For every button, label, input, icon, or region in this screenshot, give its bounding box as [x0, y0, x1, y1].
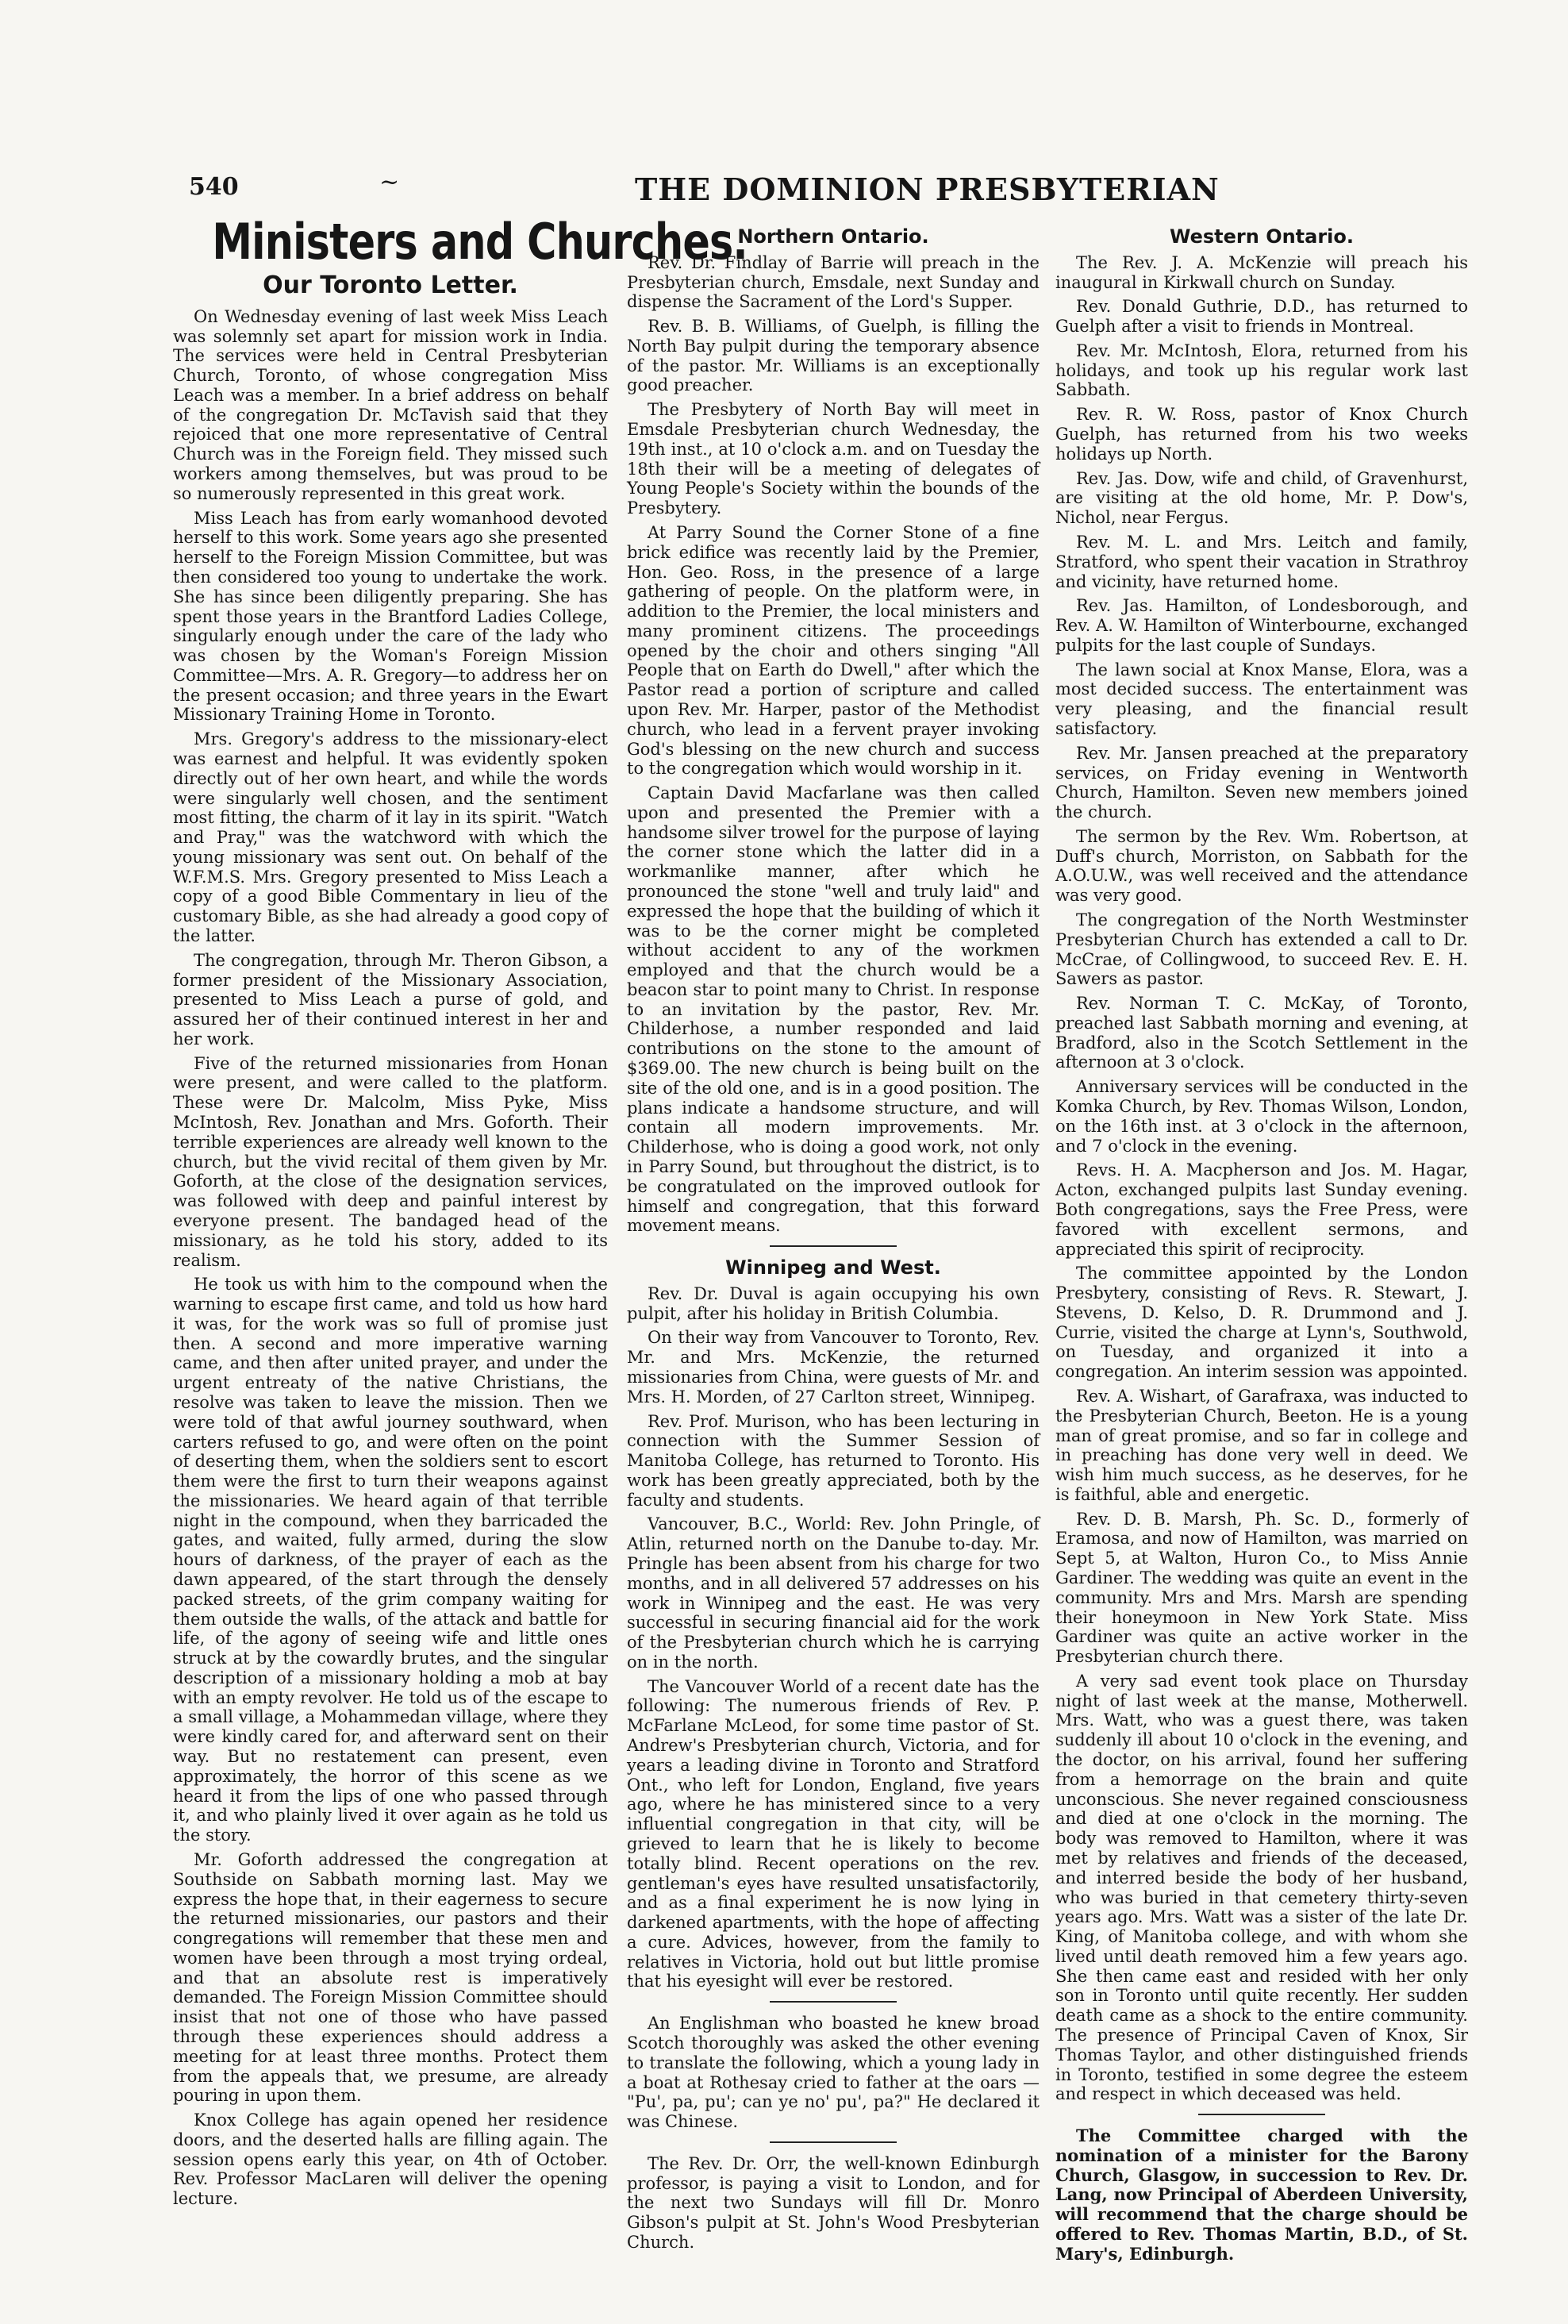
- divider: [770, 2141, 897, 2143]
- article-body: [627, 2014, 1040, 2132]
- paragraph: Five of the returned missionaries from Honan were present, and were called to the platform. These were Dr. Malcolm, Miss Pyke, Miss McIntosh, Rev. Jonathan and Mrs. Goforth. Their terrible experiences are already well known to the church, but the vivid recital of them given by Mr. Goforth, at the close of the designation services, was followed with deep and painful interest by everyone present. The bandaged head of the missionary, as he told his story, added to its realism.: [173, 1053, 608, 1270]
- paragraph: The sermon by the Rev. Wm. Robertson, at Duff's church, Morriston, on Sabbath for the A.O.U.W., was well received and the attendance was very good.: [1055, 826, 1468, 906]
- paragraph: Rev. Donald Guthrie, D.D., has returned to Guelph after a visit to friends in Montreal.: [1055, 297, 1468, 337]
- paragraph: Rev. Mr. Jansen preached at the preparatory services, on Friday evening in Wentworth Church, Hamilton. Seven new members joined the church.: [1055, 743, 1468, 822]
- paragraph: He took us with him to the compound when the warning to escape first came, and told us how hard it was, for the work was so full of promise just then. A second and more imperative warning came, and then after united prayer, and under the urgent entreaty of the native Christians, the resolve was taken to leave the mission. Then we were told of that awful journey southward, when carters refused to go, and were often on the point of deserting them, when the soldiers sent to escort them were the first to turn their weapons against the missionaries. We heard again of that terrible night in the compound, when they barricaded the gates, and waited, fully armed, during the slow hours of darkness, of the prayer of each as the dawn appeared, of the start through the densely packed streets, of the grim company waiting for them outside the walls, of the attack and battle for life, of the agony of seeing wife and little ones struck at by the cowardly brutes, and the singular description of a missionary holding a mob at bay with an empty revolver. He told us of the escape to a small village, a Mohammedan village, where they were kindly cared for, and afterward sent on their way. But no restatement can present, even approximately, the horror of this scene as we heard it from the lips of one who passed through it, and who plainly lived it over again as he told us the story.: [173, 1275, 608, 1845]
- paragraph: Rev. R. W. Ross, pastor of Knox Church Guelph, has returned from his two weeks holidays up North.: [1055, 405, 1468, 464]
- paragraph: The Committee charged with the nomination of a minister for the Barony Church, Glasgow, in succession to Rev. Dr. Lang, now Principal of Aberdeen University, will recommend that the charge should be offered to Rev. Thomas Martin, B.D., of St. Mary's, Edinburgh.: [1055, 2126, 1468, 2264]
- paragraph: Rev. M. L. and Mrs. Leitch and family, Stratford, who spent their vacation in Strathroy and vicinity, have returned home.: [1055, 532, 1468, 591]
- paragraph: Rev. Prof. Murison, who has been lecturing in connection with the Summer Session of Manitoba College, has returned to Toronto. His work has been greatly appreciated, both by the faculty and students.: [627, 1411, 1040, 1510]
- paragraph: The committee appointed by the London Presbytery, consisting of Revs. R. Stewart, J. Stevens, D. Kelso, D. R. Drummond and J. Currie, visited the charge at Lynn's, Southwold, on Tuesday, and organized it into a congregation. An interim session was appointed.: [1055, 1264, 1468, 1382]
- article-body: [1055, 2126, 1468, 2264]
- section-heading: Ministers and Churches.: [212, 213, 747, 271]
- article-body: [627, 2154, 1040, 2253]
- paragraph: Rev. Jas. Hamilton, of Londesborough, and Rev. A. W. Hamilton of Winterbourne, exchanged pulpits for the last couple of Sundays.: [1055, 596, 1468, 655]
- paragraph: Rev. D. B. Marsh, Ph. Sc. D., formerly of Eramosa, and now of Hamilton, was married on Sept 5, at Walton, Huron Co., to Miss Annie Gardiner. The wedding was quite an event in the community. Mrs and Mrs. Marsh are spending their honeymoon in New York State. Miss Gardiner was quite an active worker in the Presbyterian church there.: [1055, 1509, 1468, 1667]
- paragraph: Knox College has again opened her residence doors, and the deserted halls are filling again. The session opens early this year, on 4th of October. Rev. Professor MacLaren will deliver the opening lecture.: [173, 2110, 608, 2209]
- divider: [770, 1245, 897, 1247]
- column-northern-ontario: [627, 222, 1040, 2257]
- paragraph: The congregation of the North Westminster Presbyterian Church has extended a call to Dr. McCrae, of Collingwood, to succeed Rev. E. H. Sawers as pastor.: [1055, 910, 1468, 989]
- paragraph: Anniversary services will be conducted in the Komka Church, by Rev. Thomas Wilson, London, on the 16th inst. at 3 o'clock in the afternoon, and 7 o'clock in the evening.: [1055, 1077, 1468, 1156]
- paragraph: The congregation, through Mr. Theron Gibson, a former president of the Missionary Association, presented to Miss Leach a purse of gold, and assured her of their continued interest in her and her work.: [173, 950, 608, 1048]
- paragraph: The Rev. Dr. Orr, the well-known Edinburgh professor, is paying a visit to London, and for the next two Sundays will fill Dr. Monro Gibson's pulpit at St. John's Wood Presbyterian Church.: [627, 2153, 1040, 2252]
- paragraph: The Rev. J. A. McKenzie will preach his inaugural in Kirkwall church on Sunday.: [1055, 252, 1468, 292]
- paragraph: The Presbytery of North Bay will meet in Emsdale Presbyterian church Wednesday, the 19th inst., at 10 o'clock a.m. and on Tuesday the 18th their will be a meeting of delegates of Young People's Society within the bounds of the Presbytery.: [627, 400, 1040, 518]
- paragraph: An Englishman who boasted he knew broad Scotch thoroughly was asked the other evening to translate the following, which a young lady in a boat at Rothesay cried to father at the oars — "Pu', pa, pu'; can ye no' pu', pa?" He declared it was Chinese.: [627, 2014, 1040, 2132]
- paragraph: Rev. Jas. Dow, wife and child, of Gravenhurst, are visiting at the old home, Mr. P. Dow's, Nichol, near Fergus.: [1055, 468, 1468, 528]
- article-body: [627, 1284, 1040, 1991]
- paragraph: Vancouver, B.C., World: Rev. John Pringle, of Atlin, returned north on the Danube to-day. Mr. Pringle has been absent from his charge for two months, and in all delivered 57 addresses on his work in Winnipeg and the east. He was very successful in securing financial aid for the work of the Presbyterian church which he is carrying on in the north.: [627, 1514, 1040, 1672]
- divider: [770, 2001, 897, 2003]
- section-heading-northern-ontario: Northern Ontario.: [737, 225, 929, 248]
- paragraph: Mrs. Gregory's address to the missionary-elect was earnest and helpful. It was evidently spoken directly out of her own heart, and while the words were singularly well chosen, and the sentiment most fitting, the charm of it lay in its spirit. "Watch and Pray," was the watchword with which the young missionary was sent out. On behalf of the W.F.M.S. Mrs. Gregory presented to Miss Leach a copy of a good Bible Commentary in lieu of the customary Bible, as she had already a good copy of the latter.: [173, 729, 608, 945]
- paragraph: Rev. B. B. Williams, of Guelph, is filling the North Bay pulpit during the temporary absence of the pastor. Mr. Williams is an exceptionally good preacher.: [627, 317, 1040, 395]
- section-heading-western-ontario: Western Ontario.: [1169, 225, 1355, 248]
- paragraph: Rev. A. Wishart, of Garafraxa, was inducted to the Presbyterian Church, Beeton. He is a young man of great promise, and so far in college and in preaching has done very well in deed. We wish him much success, as he deserves, for he is faithful, able and energetic.: [1055, 1386, 1468, 1504]
- column-toronto-letter: [173, 213, 747, 2214]
- paragraph: The lawn social at Knox Manse, Elora, was a most decided success. The entertainment was very pleasing, and the financial result satisfactory.: [1055, 660, 1468, 738]
- section-heading-winnipeg: Winnipeg and West.: [725, 1256, 941, 1279]
- paragraph: Revs. H. A. Macpherson and Jos. M. Hagar, Acton, exchanged pulpits last Sunday evening. Both congregations, says the Free Press, were favored with excellent sermons, and appreciated this spirit of reciprocity.: [1055, 1160, 1468, 1259]
- printer-mark: ~: [379, 168, 400, 196]
- paragraph: Rev. Norman T. C. McKay, of Toronto, preached last Sabbath morning and evening, at Bradford, also in the Scotch Settlement in the afternoon at 3 o'clock.: [1055, 994, 1468, 1072]
- paragraph: A very sad event took place on Thursday night of last week at the manse, Motherwell. Mrs. Watt, who was a guest there, was taken suddenly ill about 10 o'clock in the evening, and the doctor, on his arrival, found her suffering from a hemorrage on the brain and quite unconscious. She never regained consciousness and died at one o'clock in the morning. The body was removed to Hamilton, where it was met by relatives and friends of the deceased, and interred beside the body of her husband, who was buried in that cemetery thirty-seven years ago. Mrs. Watt was a sister of the late Dr. King, of Manitoba college, and with whom she lived until death removed him a few years ago. She then came east and resided with her only son in Toronto until quite recently. Her sudden death came as a shock to the entire community. The presence of Principal Caven of Knox, Sir Thomas Taylor, and other distinguished friends in Toronto, testified in some degree the esteem and respect in which deceased was held.: [1055, 1671, 1468, 2104]
- paragraph: Mr. Goforth addressed the congregation at Southside on Sabbath morning last. May we express the hope that, in their eagerness to secure the returned missionaries, our pastors and their congregations will remember that these men and women have been through a most trying ordeal, and that an absolute rest is imperatively demanded. The Foreign Mission Committee should insist that not one of those who have passed through these experiences should address a meeting for at least three months. Protect them from the appeals that, we presume, are already pouring in upon them.: [173, 1849, 608, 2106]
- paragraph: Rev. Dr. Duval is again occupying his own pulpit, after his holiday in British Columbia.: [627, 1283, 1040, 1323]
- paragraph: At Parry Sound the Corner Stone of a fine brick edifice was recently laid by the Premier, Hon. Geo. Ross, in the presence of a large gathering of people. On the platform were, in addition to the Premier, the local ministers and many prominent citizens. The proceedings opened by the choir and others singing "All People that on Earth do Dwell," after which the Pastor read a portion of scripture and called upon Rev. Mr. Harper, pastor of the Methodist church, who lead in a fervent prayer invoking God's blessing on the new church and success to the congregation which would worship in it.: [627, 522, 1040, 779]
- article-body: [173, 307, 608, 2209]
- masthead-title: THE DOMINION PRESBYTERIAN: [635, 171, 1220, 207]
- paragraph: On their way from Vancouver to Toronto, Rev. Mr. and Mrs. McKenzie, the returned missionaries from China, were guests of Mr. and Mrs. H. Morden, of 27 Carlton street, Winnipeg.: [627, 1328, 1040, 1406]
- article-body: [627, 253, 1040, 1236]
- paragraph: The Vancouver World of a recent date has the following: The numerous friends of Rev. P. McFarlane McLeod, for some time pastor of St. Andrew's Presbyterian church, Victoria, and for years a leading divine in Toronto and Stratford Ont., who left for London, England, five years ago, where he has ministered since to a very influential congregation in that city, will be grieved to learn that he is likely to become totally blind. Recent operations on the rev. gentleman's eyes have resulted unsatisfactorily, and as a final experiment he is now lying in darkened apartments, with the hope of affecting a cure. Advices, however, from the family to relatives in Victoria, hold out but little promise that his eyesight will ever be restored.: [627, 1676, 1040, 1991]
- column-western-ontario: [1055, 222, 1468, 2269]
- article-body: [1055, 253, 1468, 2104]
- section-subheading: Our Toronto Letter.: [263, 271, 518, 299]
- page-number: 540: [189, 173, 239, 201]
- divider: [1198, 2114, 1325, 2115]
- paragraph: On Wednesday evening of last week Miss Leach was solemnly set apart for mission work in India. The services were held in Central Presbyterian Church, Toronto, of whose congregation Miss Leach was a member. In a brief address on behalf of the congregation Dr. McTavish said that they rejoiced that one more representative of Central Church was in the Foreign field. They missed such workers among themselves, but was proud to be so numerously represented in this great work.: [173, 306, 608, 503]
- paragraph: Captain David Macfarlane was then called upon and presented the Premier with a handsome silver trowel for the purpose of laying the corner stone which the latter did in a workmanlike manner, after which he pronounced the stone "well and truly laid" and expressed the hope that the building of which it was to be the corner might be completed without accident to any of the workmen employed and that the church would be a beacon star to point many to Christ. In response to an invitation by the pastor, Rev. Mr. Childerhose, a number responded and laid contributions on the stone to the amount of $369.00. The new church is being built on the site of the old one, and is in a good position. The plans indicate a handsome structure, and will contain all modern improvements. Mr. Childerhose, who is doing a good work, not only in Parry Sound, but throughout the district, is to be congratulated on the improved outlook for himself and congregation, that this forward movement means.: [627, 783, 1040, 1236]
- paragraph: Rev. Mr. McIntosh, Elora, returned from his holidays, and took up his regular work last Sabbath.: [1055, 341, 1468, 400]
- paragraph: Rev. Dr. Findlay of Barrie will preach in the Presbyterian church, Emsdale, next Sunday and dispense the Sacrament of the Lord's Supper.: [627, 252, 1040, 312]
- paragraph: Miss Leach has from early womanhood devoted herself to this work. Some years ago she presented herself to the Foreign Mission Committee, but was then considered too young to undertake the work. She has since been diligently preparing. She has spent those years in the Brantford Ladies College, singularly enough under the care of the lady who was chosen by the Woman's Foreign Mission Committee—Mrs. A. R. Gregory—to address her on the present occasion; and three years in the Ewart Missionary Training Home in Toronto.: [173, 508, 608, 725]
